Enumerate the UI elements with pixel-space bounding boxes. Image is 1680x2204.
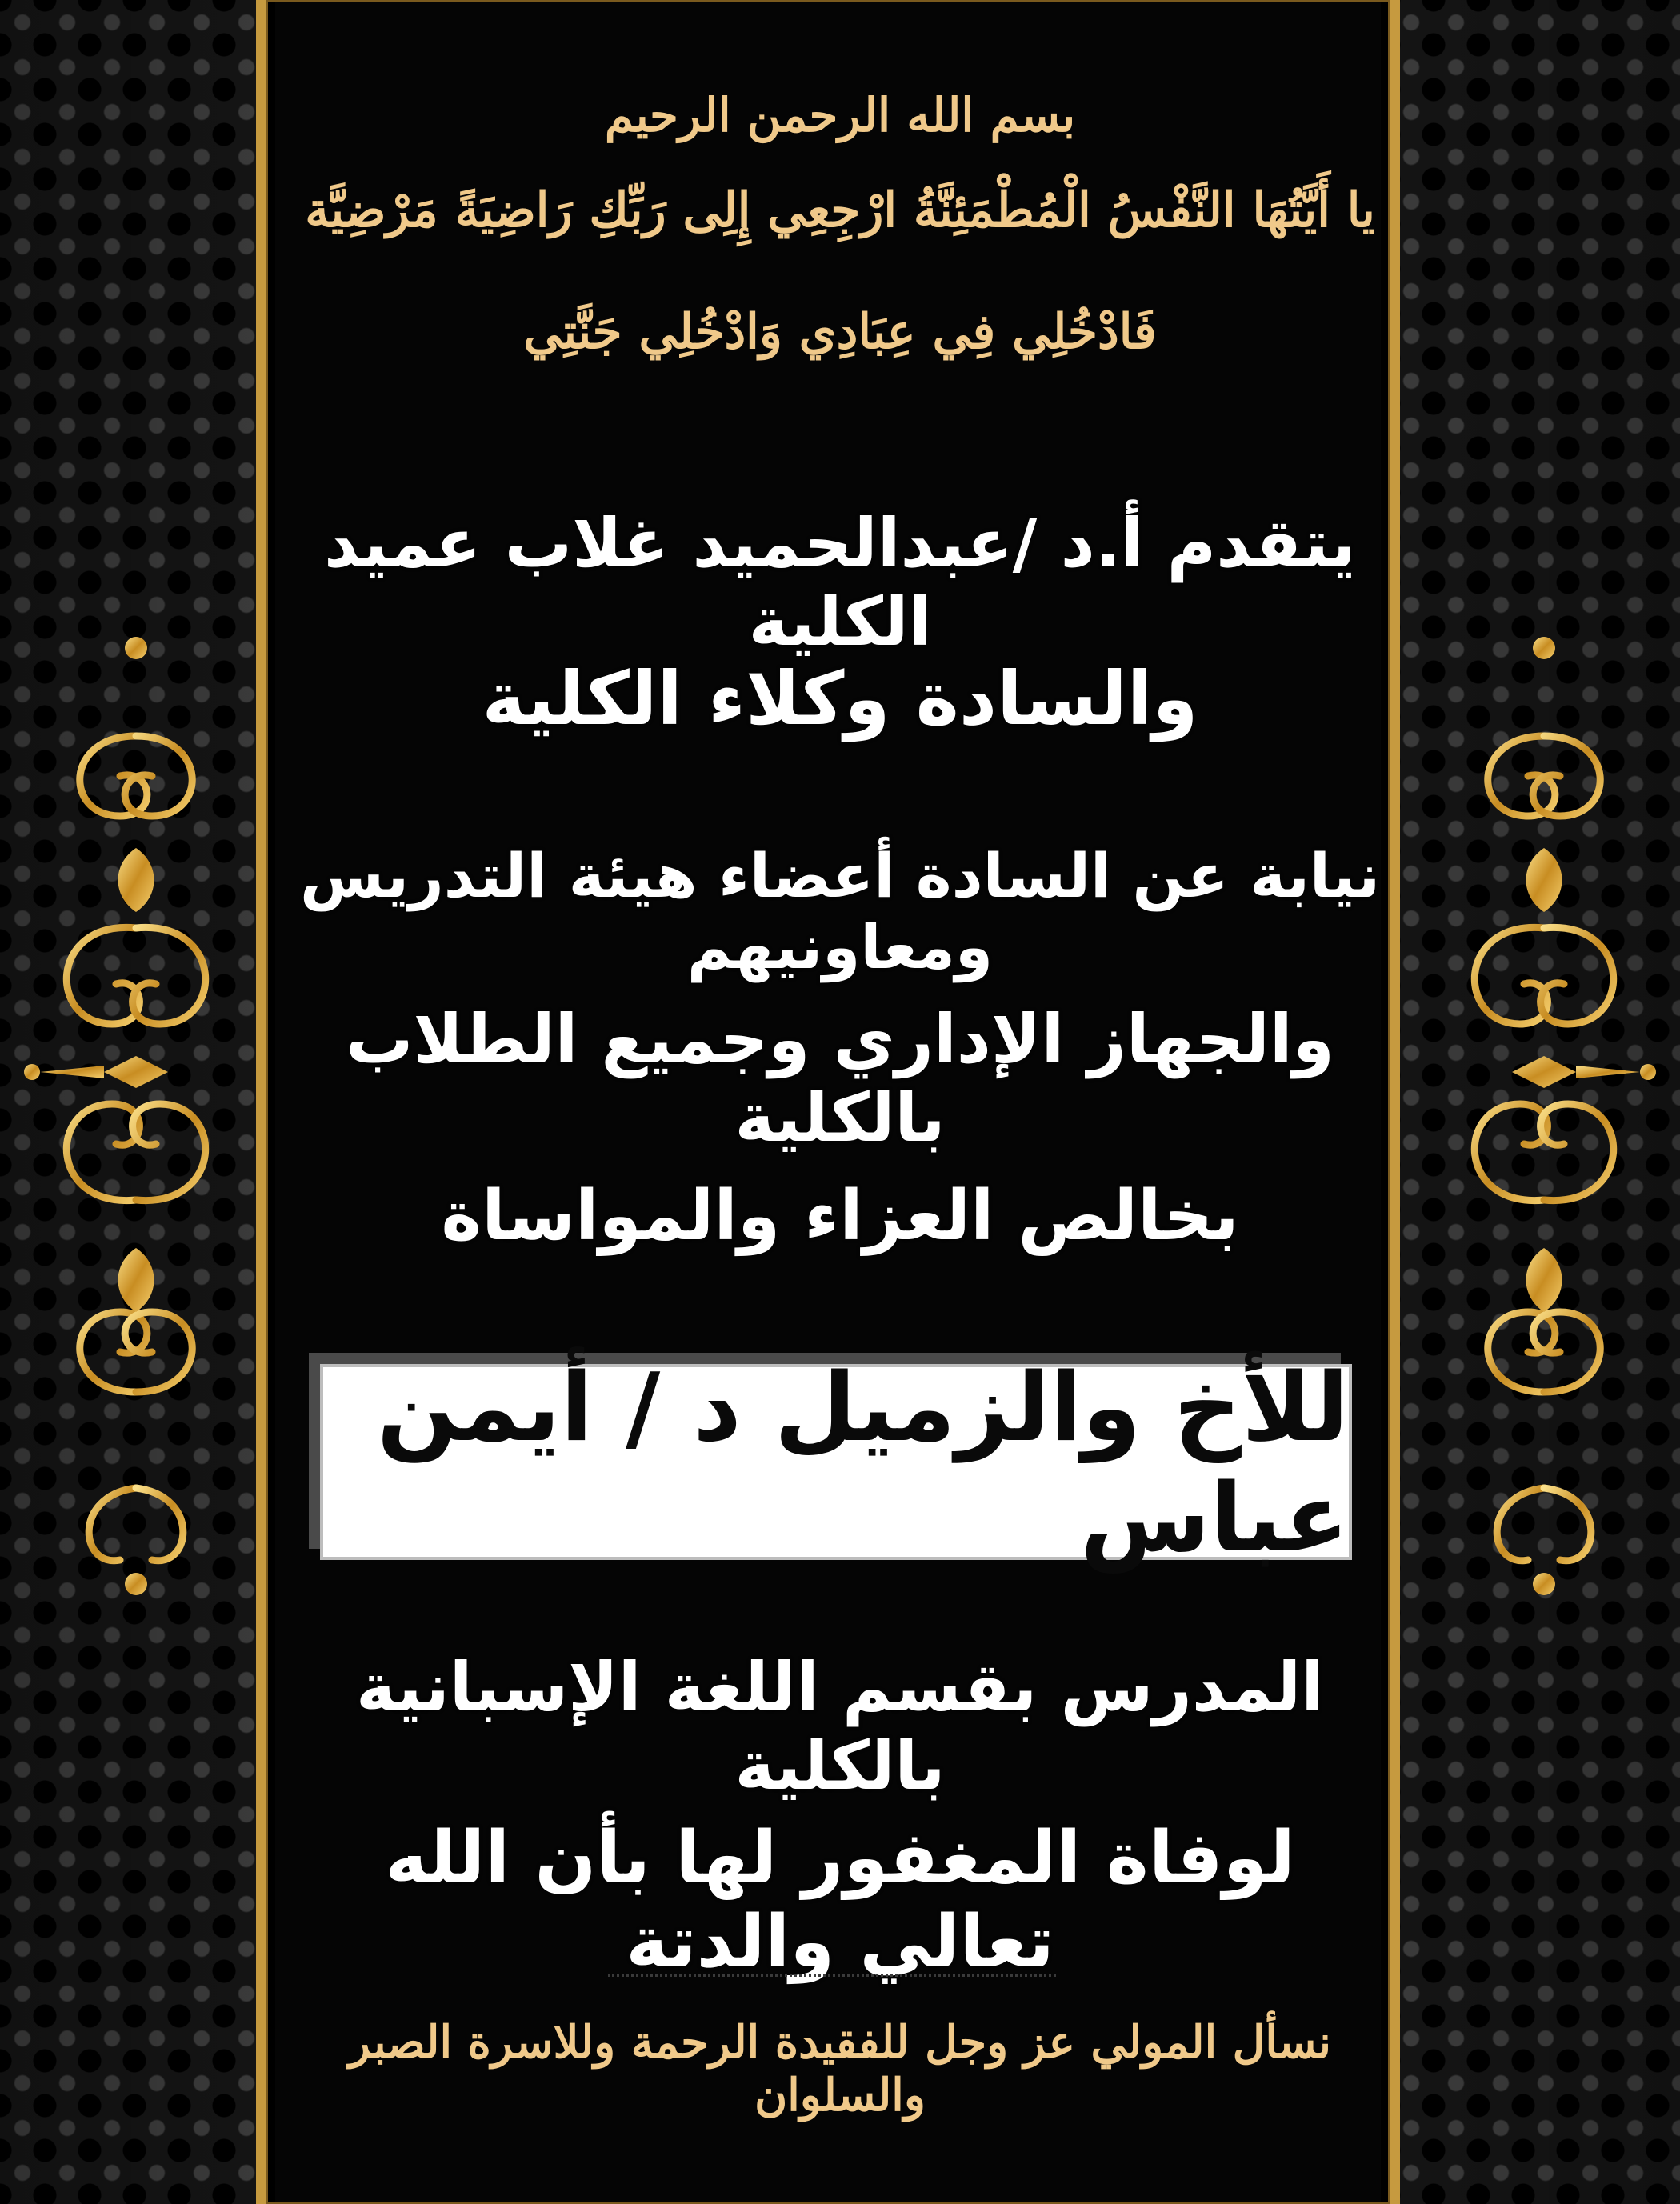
verse-line-2: فَادْخُلِي فِي عِبَادِي وَادْخُلِي جَنَّتِي: [523, 304, 1157, 360]
dean-line: يتقدم أ.د /عبدالحميد غلاب عميد الكلية: [323, 504, 1357, 661]
department-line: المدرس بقسم اللغة الإسبانية بالكلية: [355, 1648, 1325, 1805]
right-scroll-ornament-icon: [1424, 544, 1664, 1680]
verse-line-1: يا أَيَّتُهَا النَّفْسُ الْمُطْمَئِنَّةُ ارْجِعِي إِلِى رَبِّكِ رَاضِيَةً مَرْضِيَّة: [305, 182, 1375, 238]
staff-students-line: والجهاز الإداري وجميع الطلاب بالكلية: [346, 1000, 1334, 1157]
divider: [608, 1974, 1056, 1980]
condolences-line: بخالص العزاء والمواساة: [441, 1176, 1239, 1256]
on-behalf-line: نيابة عن السادة أعضاء هيئة التدريس ومعاونيهم: [300, 840, 1380, 982]
closing-prayer: نسأل المولي عز وجل للفقيدة الرحمة وللاسرة الصبر والسلوان: [349, 2016, 1331, 2122]
vice-deans-line: والسادة وكلاء الكلية: [482, 656, 1198, 742]
colleague-name: للأخ والزميل د / أيمن عباس: [376, 1351, 1349, 1573]
basmala: بسم الله الرحمن الرحيم: [604, 88, 1076, 142]
left-scroll-ornament-icon: [16, 544, 256, 1680]
deceased-line: لوفاة المغفور لها بأن الله تعالي والدتة: [385, 1816, 1295, 1984]
name-box: [320, 1351, 1352, 1573]
